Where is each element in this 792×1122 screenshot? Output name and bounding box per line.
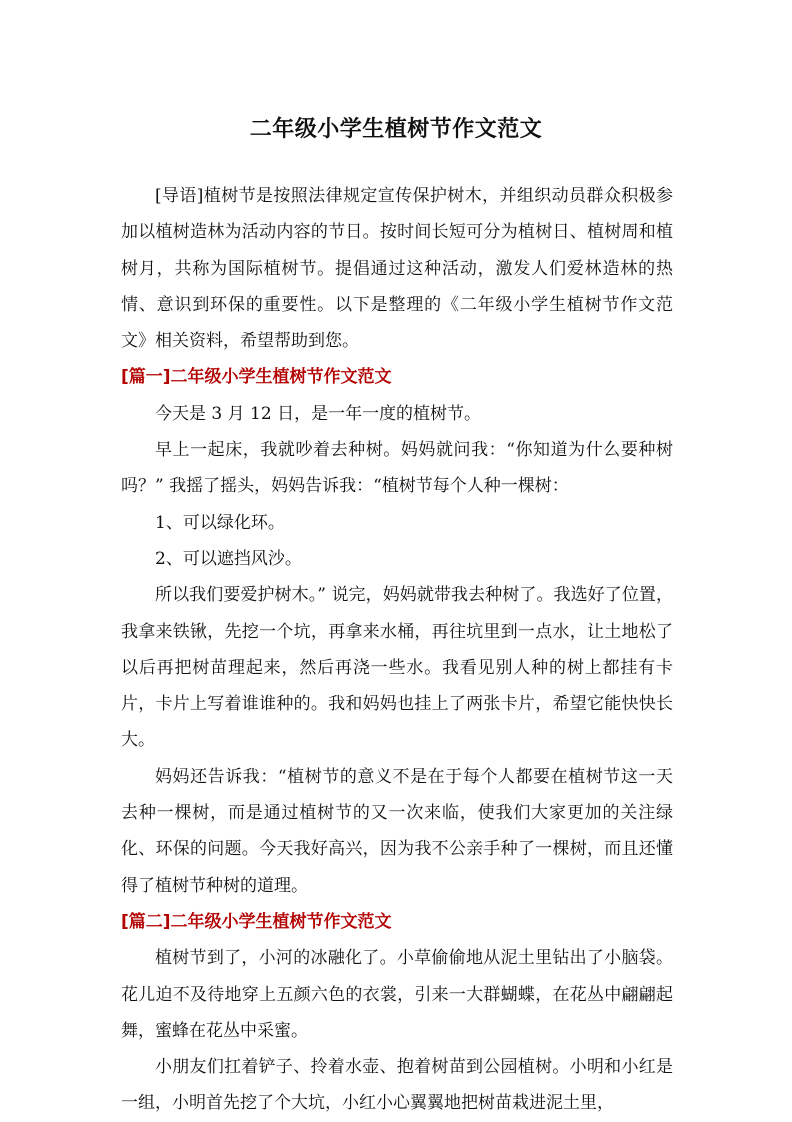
list-item: 2、可以遮挡风沙。 <box>155 548 302 569</box>
section-heading-2: [篇二]二年级小学生植树节作文范文 <box>121 911 392 932</box>
paragraph: 所以我们要爱护树木。” 说完，妈妈就带我去种树了。我选好了位置，我拿来铁锹，先挖一个坑，再拿来水桶，再往坑里到一点水，让土地松了以后再把树苗理起来，然后再浇一些水。我看见别人种的树上都挂有卡片，卡片上写着谁谁种的。我和妈妈也挂上了两张卡片，希望它能快快长大。 <box>121 585 673 751</box>
paragraph: 植树节到了，小河的冰融化了。小草偷偷地从泥土里钻出了小脑袋。花儿迫不及待地穿上五颜六色的衣裳，引来一大群蝴蝶，在花丛中翩翩起舞，蜜蜂在花丛中采蜜。 <box>121 948 673 1041</box>
section-heading-1: [篇一]二年级小学生植树节作文范文 <box>121 367 392 388</box>
paragraph: 小朋友们扛着铲子、拎着水壶、抱着树苗到公园植树。小明和小红是一组，小明首先挖了个大坑，小红小心翼翼地把树苗栽进泥土里， <box>121 1057 673 1114</box>
paragraph: 妈妈还告诉我：“植树节的意义不是在于每个人都要在植树节这一天去种一棵树，而是通过植树节的又一次来临，使我们大家更加的关注绿化、环保的问题。今天我好高兴，因为我不公亲手种了一棵树，而且还懂得了植树节种树的道理。 <box>121 766 673 896</box>
paragraph: 今天是 3 月 12 日，是一年一度的植树节。 <box>155 403 482 424</box>
document-body <box>121 178 673 1122</box>
paragraph: 早上一起床，我就吵着去种树。妈妈就问我：“你知道为什么要种树吗？” 我摇了摇头，妈妈告诉我：“植树节每个人种一棵树： <box>121 440 673 497</box>
intro-paragraph: [导语]植树节是按照法律规定宣传保护树木，并组织动员群众积极参加以植树造林为活动内容的节日。按时间长短可分为植树日、植树周和植树月，共称为国际植树节。提倡通过这种活动，激发人们爱林造林的热情、意识到环保的重要性。以下是整理的《二年级小学生植树节作文范文》相关资料，希望帮助到您。 <box>121 186 673 352</box>
document-title: 二年级小学生植树节作文范文 <box>249 117 543 142</box>
list-item: 1、可以绿化环。 <box>155 512 285 533</box>
